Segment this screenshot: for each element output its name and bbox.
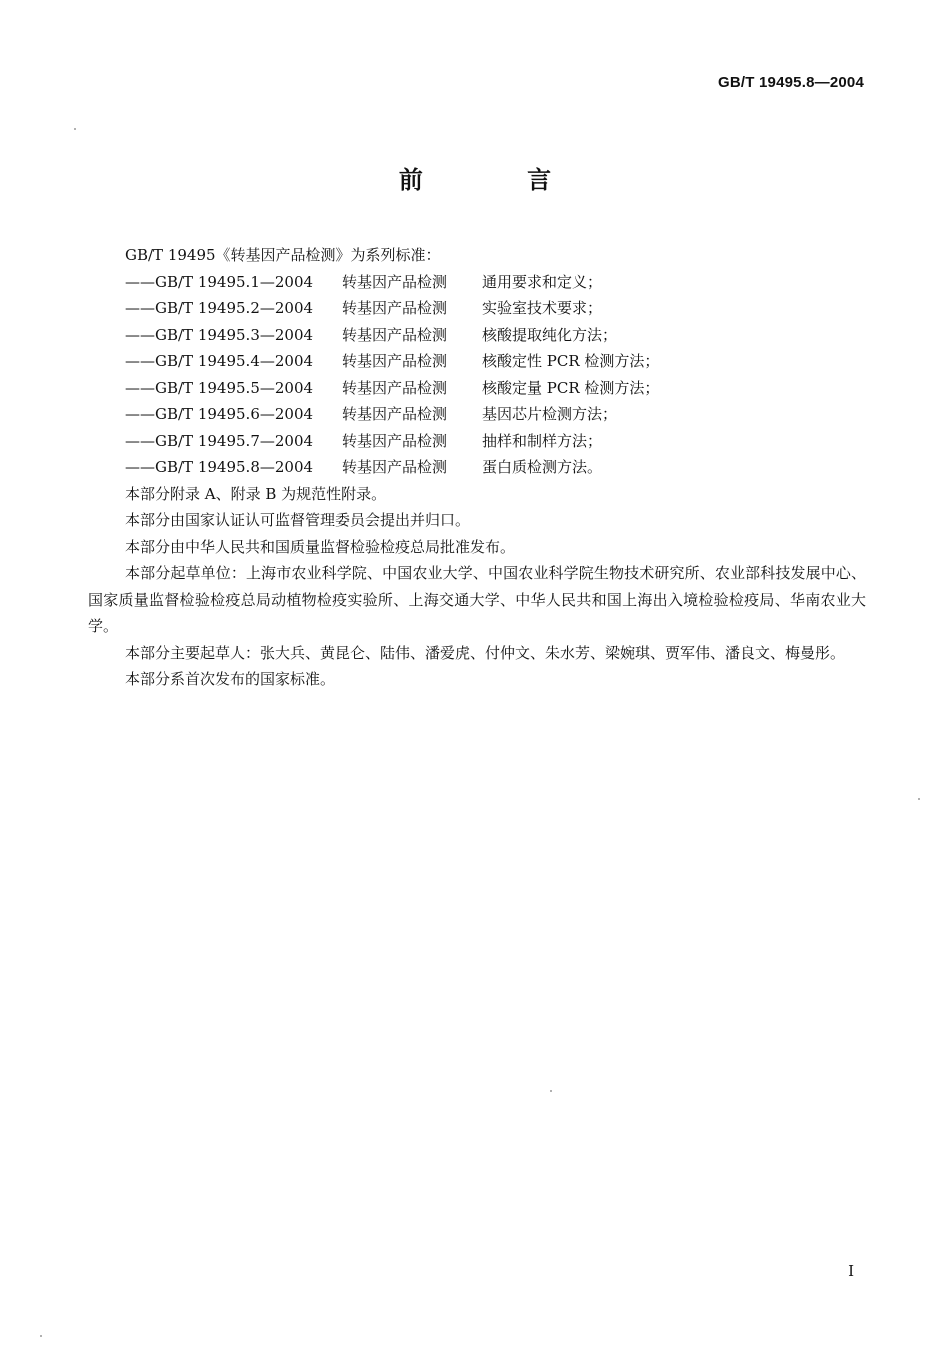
document-body: [88, 242, 866, 693]
part-code: ——GB/T 19495.1—2004: [125, 272, 314, 291]
scan-speck: [74, 128, 76, 130]
part-code: ——GB/T 19495.3—2004: [125, 325, 314, 344]
drafting-units: 本部分起草单位：上海市农业科学院、中国农业大学、中国农业科学院生物技术研究所、农业部科技发展中心、国家质量监督检验检疫总局动植物检疫实验所、上海交通大学、中华人民共和国上海出入境检验检疫局、华南农业大学。: [88, 564, 866, 635]
approval-statement: 本部分由中华人民共和国质量监督检验检疫总局批准发布。: [125, 537, 516, 556]
list-item: [88, 401, 866, 428]
part-subtitle: 通用要求和定义；: [482, 272, 603, 291]
parts-list: [88, 269, 866, 481]
part-code: ——GB/T 19495.5—2004: [125, 378, 314, 397]
part-subtitle: 实验室技术要求；: [482, 299, 603, 317]
scan-speck: [40, 1335, 42, 1337]
part-subtitle: 核酸定性 PCR 检测方法；: [482, 352, 660, 370]
part-subtitle: 核酸定量 PCR 检测方法；: [482, 378, 660, 397]
list-item: [88, 348, 866, 375]
part-subtitle: 基因芯片检测方法；: [482, 405, 618, 423]
list-item: [88, 454, 866, 481]
first-release-statement: 本部分系首次发布的国家标准。: [125, 670, 336, 688]
part-subtitle: 核酸提取纯化方法；: [482, 325, 618, 344]
page-number: I: [848, 1262, 854, 1280]
scan-speck: [550, 1090, 552, 1092]
part-name: 转基因产品检测: [342, 352, 448, 370]
series-intro: GB/T 19495《转基因产品检测》为系列标准：: [125, 246, 441, 264]
part-name: 转基因产品检测: [342, 325, 448, 344]
part-subtitle: 抽样和制样方法；: [482, 431, 603, 450]
part-code: ——GB/T 19495.6—2004: [125, 405, 314, 423]
part-name: 转基因产品检测: [342, 458, 448, 476]
list-item: [88, 375, 866, 402]
part-subtitle: 蛋白质检测方法。: [482, 458, 603, 476]
list-item: [88, 295, 866, 322]
drafters: 本部分主要起草人：张大兵、黄昆仑、陆伟、潘爱虎、付仲文、朱水芳、梁婉琪、贾军伟、潘良文、梅曼彤。: [125, 643, 846, 662]
part-name: 转基因产品检测: [342, 299, 448, 317]
part-code: ——GB/T 19495.8—2004: [125, 458, 314, 476]
proposer-statement: 本部分由国家认证认可监督管理委员会提出并归口。: [125, 511, 471, 529]
part-name: 转基因产品检测: [342, 378, 448, 397]
standard-code: GB/T 19495.8—2004: [718, 74, 864, 91]
part-name: 转基因产品检测: [342, 431, 448, 450]
annex-statement: 本部分附录 A、附录 B 为规范性附录。: [125, 484, 387, 503]
scan-speck: [918, 798, 920, 800]
part-name: 转基因产品检测: [342, 405, 448, 423]
part-code: ——GB/T 19495.4—2004: [125, 352, 314, 370]
page-title: 前 言: [398, 166, 600, 194]
list-item: [88, 322, 866, 349]
list-item: [88, 269, 866, 296]
part-name: 转基因产品检测: [342, 272, 448, 291]
part-code: ——GB/T 19495.7—2004: [125, 431, 314, 450]
list-item: [88, 428, 866, 455]
part-code: ——GB/T 19495.2—2004: [125, 299, 314, 317]
